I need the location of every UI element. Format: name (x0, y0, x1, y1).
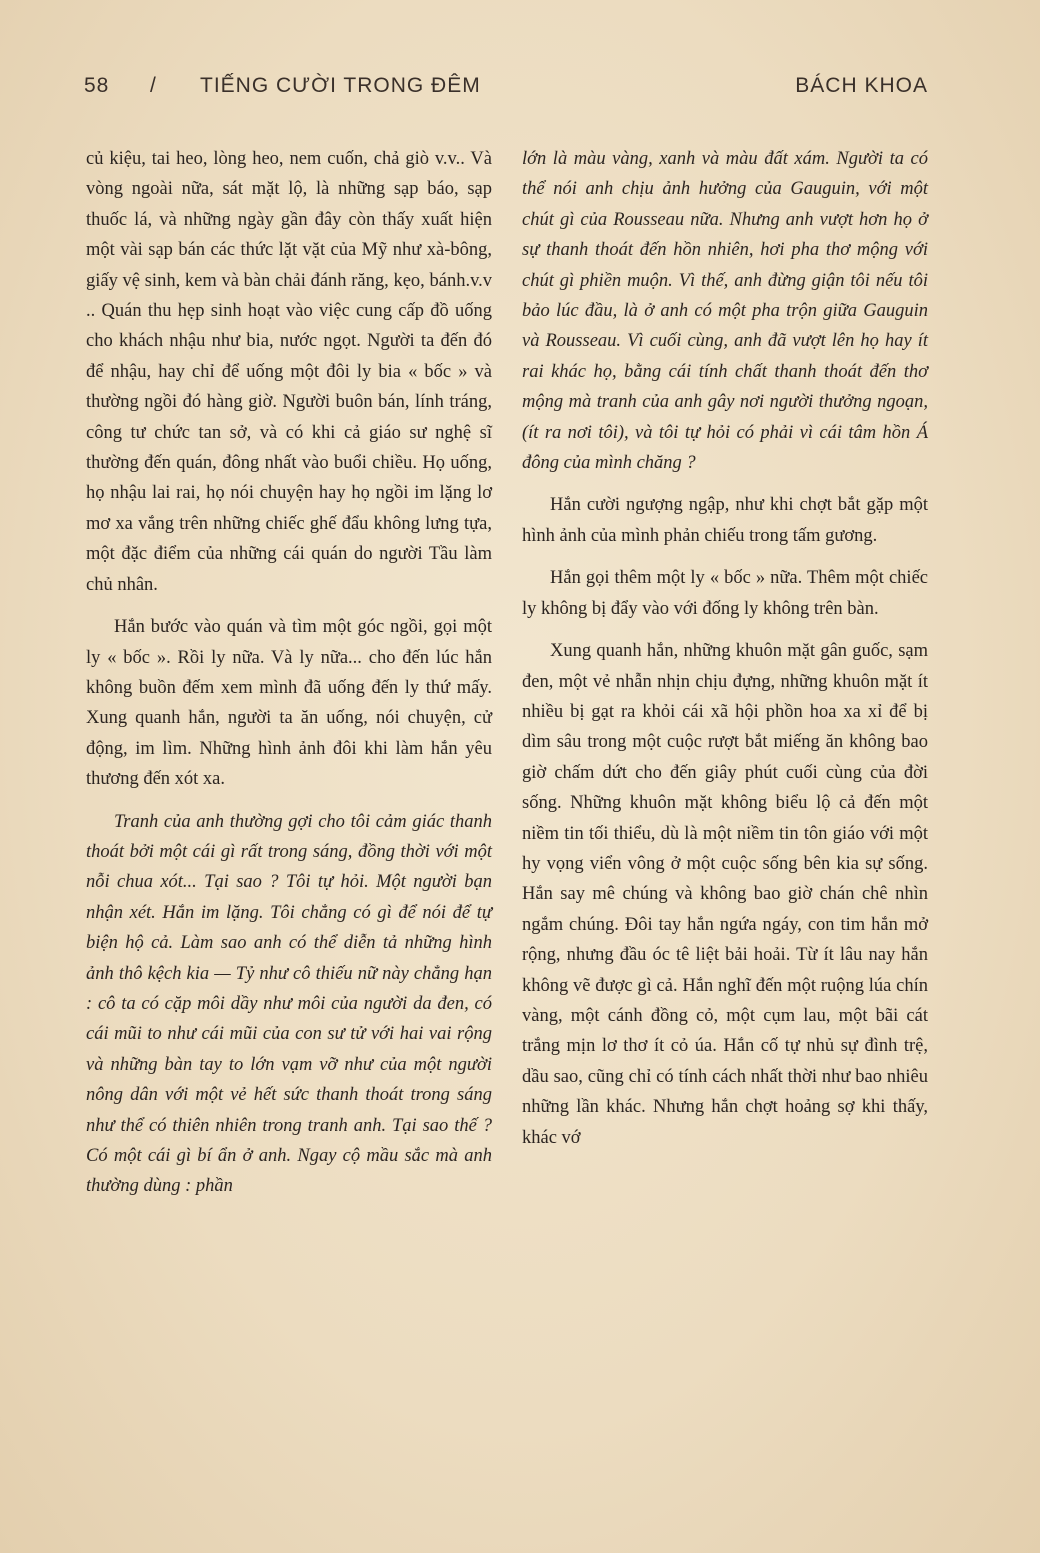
right-column (522, 144, 928, 1153)
header-separator: / (150, 74, 157, 97)
paragraph: Hắn cười ngượng ngập, như khi chợt bắt gặp một hình ảnh của mình phản chiếu trong tấm gương. (522, 495, 928, 546)
page-header (84, 74, 928, 108)
article-title: TIẾNG CƯỜI TRONG ĐÊM (200, 74, 481, 97)
paragraph: Tranh của anh thường gợi cho tôi cảm giác thanh thoát bởi một cái gì rất trong sáng, đồng thời với một nỗi chua xót... Tại sao ? Tôi tự hỏi. Một người bạn nhận xét. Hắn im lặng. Tôi chẳng có gì để nói để tự biện hộ cả. Làm sao anh có thể diễn tả những hình ảnh thô kệch kia — Tỷ như cô thiếu nữ này chẳng hạn : cô ta có cặp môi dầy như môi của người da đen, có cái mũi to như cái mũi của con sư tử với hai vai rộng và những bàn tay to lớn vạm vỡ như của một người nông dân với một vẻ hết sức thanh thoát trong sáng như thể có thiên nhiên trong tranh anh. Tại sao thế ? Có một cái gì bí ẩn ở anh. Ngay cộ mầu sắc mà anh thường dùng : phần (86, 811, 492, 1197)
journal-name: BÁCH KHOA (795, 74, 928, 97)
left-column (86, 144, 492, 1202)
paragraph: củ kiệu, tai heo, lòng heo, nem cuốn, chả giò v.v.. Và vòng ngoài nữa, sát mặt lộ, là những sạp báo, sạp thuốc lá, và những ngày gần đây còn thấy xuất hiện một vài sạp bán các thức lặt vặt của Mỹ như xà-bông, giấy vệ sinh, kem và bàn chải đánh răng, kẹo, bánh.v.v .. Quán thu hẹp sinh hoạt vào việc cung cấp đồ uống cho khách nhậu như bia, nước ngọt. Người ta đến đó để nhậu, hay chỉ để uống một đôi ly bia « bốc » và thường ngồi đó hàng giờ. Người buôn bán, lính tráng, công tư chức tan sở, và có khi cả giáo sư nghệ sĩ thường đến quán, đông nhất vào buổi chiều. Họ uống, họ nhậu lai rai, họ nói chuyện hay họ ngồi im lặng lơ mơ xa vắng trên những chiếc ghế đẩu không lưng tựa, một đặc điểm của những cái quán do người Tầu làm chủ nhân. (86, 149, 492, 595)
page-number: 58 (84, 74, 110, 97)
paragraph: Hắn bước vào quán và tìm một góc ngồi, gọi một ly « bốc ». Rồi ly nữa. Và ly nữa... cho đến lúc hắn không buồn đếm xem mình đã uống đến ly thứ mấy. Xung quanh hắn, người ta ăn uống, nói chuyện, cử động, im lìm. Những hình ảnh đôi khi làm hắn yêu thương đến xót xa. (86, 617, 492, 790)
paragraph: Xung quanh hắn, những khuôn mặt gân guốc, sạm đen, một vẻ nhẫn nhịn chịu đựng, những khuôn mặt ít nhiều bị gạt ra khỏi cái xã hội phồn hoa xa xỉ để bị dìm sâu trong một cuộc rượt bắt miếng ăn không bao giờ chấm dứt cho đến giây phút cuối cùng của đời sống. Những khuôn mặt không biểu lộ cả đến một niềm tin tối thiểu, dù là một niềm tin tôn giáo với một hy vọng viển vông ở một cuộc sống bên kia sự sống. Hắn say mê chúng và không bao giờ chán chê nhìn ngắm chúng. Đôi tay hắn ngứa ngáy, con tim hắn mở rộng, nhưng đầu óc tê liệt bải hoải. Từ ít lâu nay hắn không vẽ được gì cả. Hắn nghĩ đến một ruộng lúa chín vàng, một cánh đồng cỏ, một cụm lau, một bãi cát trắng mịn lơ thơ ít cỏ úa. Hắn cố tự nhủ sự đình trệ, dầu sao, cũng chỉ có tính cách nhất thời như bao nhiêu những lần khác. Nhưng hắn chợt hoảng sợ khi thấy, khác vớ (522, 641, 928, 1148)
paragraph: lớn là màu vàng, xanh và màu đất xám. Người ta có thể nói anh chịu ảnh hưởng của Gauguin, với một chút gì của Rousseau nữa. Nhưng anh vượt hơn họ ở sự thanh thoát đến hồn nhiên, hơi pha thơ mộng với chút gì phiền muộn. Vì thế, anh đừng giận tôi nếu tôi bảo lúc đầu, là ở anh có một pha trộn giữa Gauguin và Rousseau. Vì cuối cùng, anh đã vượt lên họ hay ít rai khác họ, bằng cái tính chất thanh thoát đến thơ mộng mà tranh của anh gây nơi người thưởng ngoạn, (ít ra nơi tôi), và tôi tự hỏi có phải vì cái tâm hồn Á đông của mình chăng ? (522, 149, 928, 474)
paragraph: Hắn gọi thêm một ly « bốc » nữa. Thêm một chiếc ly không bị đẩy vào với đống ly không trên bàn. (522, 568, 928, 619)
